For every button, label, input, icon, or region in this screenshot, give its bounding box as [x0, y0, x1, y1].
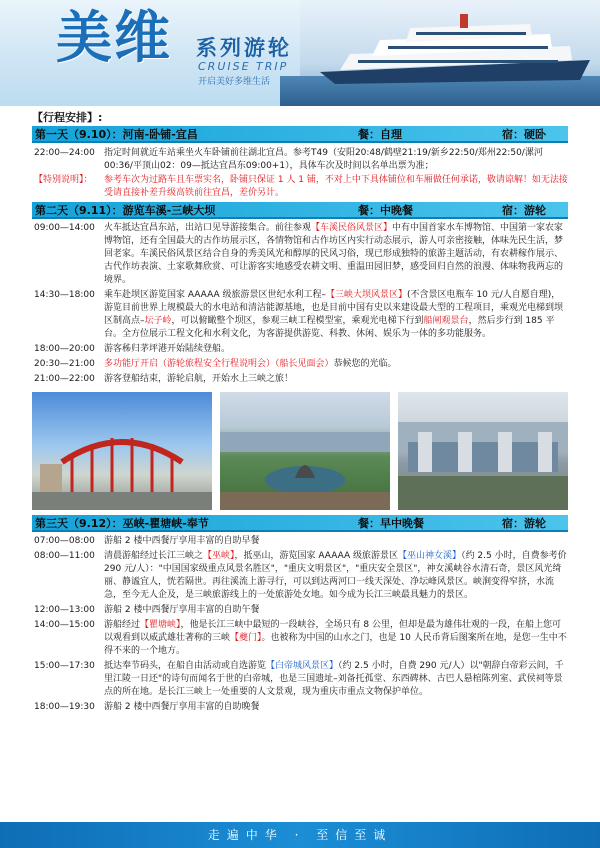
- day-header: [32, 202, 568, 219]
- row-time: 20:30—21:00: [34, 359, 95, 369]
- text-segment: ，可以俯瞰整个坝区，参观三峡工程模型室，乘观光电梯下行到: [171, 316, 424, 326]
- row-text: 游船 2 楼中西餐厅享用丰富的自助早餐: [104, 536, 260, 546]
- text-segment: 抵达奉节码头，在船自由活动或自选游览: [104, 661, 267, 671]
- photo-three-gorges-dam: [220, 392, 390, 510]
- header-banner: [0, 0, 600, 106]
- schedule-row: [32, 619, 568, 658]
- day-header: [32, 515, 568, 532]
- special-note-row: [32, 174, 568, 200]
- brand-english: CRUISE TRIP: [198, 60, 289, 73]
- schedule-row: [32, 289, 568, 341]
- text-segment: 恭候您的光临。: [333, 359, 397, 369]
- schedule-title: 【行程安排】:: [32, 111, 103, 124]
- row-text: [104, 289, 568, 341]
- row-text: 游客秭归茅坪港开始陆续登船。: [104, 344, 231, 354]
- row-time: 18:00—20:00: [34, 344, 95, 354]
- day-meal: 餐：中晚餐: [358, 204, 413, 217]
- scenic-spot-highlight: 船闸观景台: [423, 316, 469, 326]
- schedule-row: [32, 147, 568, 173]
- schedule-row: [32, 358, 568, 371]
- schedule-row: [32, 604, 568, 617]
- row-time: 09:00—14:00: [34, 223, 95, 233]
- row-text: 游船 2 楼中西餐厅享用丰富的自助晚餐: [104, 702, 260, 712]
- schedule-row: [32, 660, 568, 699]
- row-text: [104, 660, 568, 699]
- text-segment: (不含景区电瓶车 10 元/人自愿自理)，游览目前世界上规模最大的水电站和清洁能源基地，也是目前中国有史以来建设最大型的工程项目，乘观光电梯到坝区制高点–: [104, 290, 564, 326]
- day-stay: 宿：硬卧: [502, 128, 546, 141]
- day-meal: 餐：早中晚餐: [358, 517, 424, 530]
- text-segment: 清晨游船经过长江三峡之: [104, 551, 204, 561]
- scenic-spot-highlight: 坛子岭: [144, 316, 172, 326]
- text-segment: ，然后步行到 185 平台。全方位展示工程文化和水利文化，为客游提供游览、科教、休闲、娱乐为一体的多功能服务。: [104, 316, 555, 339]
- row-text: [104, 358, 568, 371]
- text-segment: 游船经过: [104, 620, 141, 630]
- brand-logo: 美维: [56, 5, 172, 71]
- row-text: 参考车次为过路车且车票实名，卧铺只保证 1 人 1 铺，不对上中下具体铺位和车厢做任何承诺，敬请谅解！如无法接受请直接补差升级高铁前往宜昌，差价另计。: [104, 175, 568, 198]
- scenic-spot-highlight: 【三峡大坝风景区】: [326, 290, 408, 300]
- text-segment: ，他是长江三峡中最短的一段峡谷，全场只有 8 公里，但却是最为雄伟壮观的一段，在船上您可以观看到以威武雄壮著称的三峡: [104, 620, 561, 643]
- schedule-row: [32, 343, 568, 356]
- optional-spot-highlight: 【白帝城风景区】: [266, 661, 339, 671]
- photo-strip: [32, 392, 568, 510]
- day-stay: 宿：游轮: [502, 517, 546, 530]
- row-time: 07:00—08:00: [34, 536, 95, 546]
- schedule-row: [32, 535, 568, 548]
- row-time: 14:00—15:00: [34, 620, 95, 630]
- row-time: 22:00—24:00: [34, 148, 95, 158]
- day-title: 第三天（9.12）：巫峡-瞿塘峡-奉节: [35, 517, 209, 530]
- day-title: 第二天（9.11）：游览车溪-三峡大坝: [35, 204, 216, 217]
- day-header: [32, 126, 568, 143]
- schedule-row: [32, 373, 568, 386]
- photo-chexi-village: [32, 392, 212, 510]
- schedule-row: [32, 701, 568, 714]
- text-segment: （约 2.5 小时，自费 290 元/人）以"朝辞白帝彩云间，千里江陵一日还"的诗句而闻名于世的白帝城，也是三国遗址–刘备托孤堂、东西碑林、古巴人悬棺陈列室、武侯祠等景点的所在地。是长江三峡上一处重要的人文景观，现为重庆市重点文物保护单位。: [104, 661, 564, 697]
- text-segment: 火车抵达宜昌东站，出站口见导游接集合。前往参观: [104, 223, 312, 233]
- scenic-spot-highlight: 【车溪民俗风景区】: [311, 223, 393, 233]
- day-title: 第一天（9.10）：河南-卧铺-宜昌: [35, 128, 198, 141]
- row-time: 21:00—22:00: [34, 374, 95, 384]
- schedule-row: [32, 550, 568, 602]
- row-time: 12:00—13:00: [34, 605, 95, 615]
- text-segment: 。也被称为中国的山水之门，也是 10 人民币背后图案所在地，是您一生中不得不来的一个地方。: [104, 633, 567, 656]
- brand-tagline: 开启美好多维生活: [198, 77, 271, 87]
- brand-series: 系列游轮: [196, 36, 292, 60]
- scenic-spot-highlight: 【夔门】: [230, 633, 262, 643]
- row-time: 【特别说明】：: [34, 175, 93, 185]
- photo-ship-lock: [398, 392, 568, 510]
- row-text: [104, 550, 568, 602]
- row-time: 08:00—11:00: [34, 551, 95, 561]
- row-text: 游船 2 楼中西餐厅享用丰富的自助午餐: [104, 605, 260, 615]
- text-segment: （约 2.5 小时，自费参考价 290 元/人）："中国国家级重点风景名胜区"，"重庆文明景区"，"重庆安全景区"，神女溪峡谷水清石奇，景区风光绮丽、静谧宜人，恍若隔世。再往溪流上游寻行，可以到达两河口一线天深处、净坛峰风景区。峡涧变得窄挤，水流急，至今无人企及，是三峡旅游线上的一处旅游处女地。如今成为长江三峡最具魅力的景区。: [104, 551, 567, 600]
- meeting-highlight: 多功能厅开启（游轮旅程安全行程说明会）（船长见面会）: [104, 359, 334, 369]
- scenic-spot-highlight: 【巫峡】: [203, 551, 235, 561]
- day-meal: 餐：自理: [358, 128, 402, 141]
- schedule-row: [32, 222, 568, 287]
- row-text: 游客登船结束，游轮启航，开始水上三峡之旅！: [104, 374, 294, 384]
- cruise-ship-image: [310, 10, 600, 90]
- row-time: 18:00—19:30: [34, 702, 95, 712]
- text-segment: 中有中国首家水车博物馆、中国第一家农家博物馆，还有全国最大的古作坊展示区，各情物馆和古作坊区内实行动态展示，游人可亲密接触，体味先民生活，梦回老家。车溪民俗风景区结合自身的秀美风光和醇厚的民风习俗，现已形成独特的旅游主题活动，有农耕稼作展示、古代作坊表演、土家歌舞欣赏、可让游客实地感受农耕文明、重温田园旧梦，感受回归自然的浪漫、体味物我两忘的境界。: [104, 223, 564, 285]
- text-segment: 乘车赴坝区游览国家 AAAAA 级旅游景区世纪水利工程–: [104, 290, 327, 300]
- day-stay: 宿：游轮: [502, 204, 546, 217]
- row-time: 15:00—17:30: [34, 661, 95, 671]
- text-segment: ，抵巫山，游览国家 AAAAA 级旅游景区: [234, 551, 399, 561]
- scenic-spot-highlight: 【瞿塘峡】: [140, 620, 181, 630]
- row-text: [104, 222, 568, 287]
- row-text: 指定时间就近车站乘坐火车卧铺前往湖北宜昌。参考T49（安阳20:48/鹤壁21:19/新乡22:50/郑州22:50/漯河00:36/平顶山02：09—抵达宜昌东09:00+1），具体车次及时间以名单出票为准；: [104, 148, 543, 171]
- footer-slogan: 走遍中华 · 至信至诚: [0, 822, 600, 848]
- itinerary: [32, 110, 568, 714]
- row-time: 14:30—18:00: [34, 290, 95, 300]
- optional-spot-highlight: 【巫山神女溪】: [398, 551, 462, 561]
- row-text: [104, 619, 568, 658]
